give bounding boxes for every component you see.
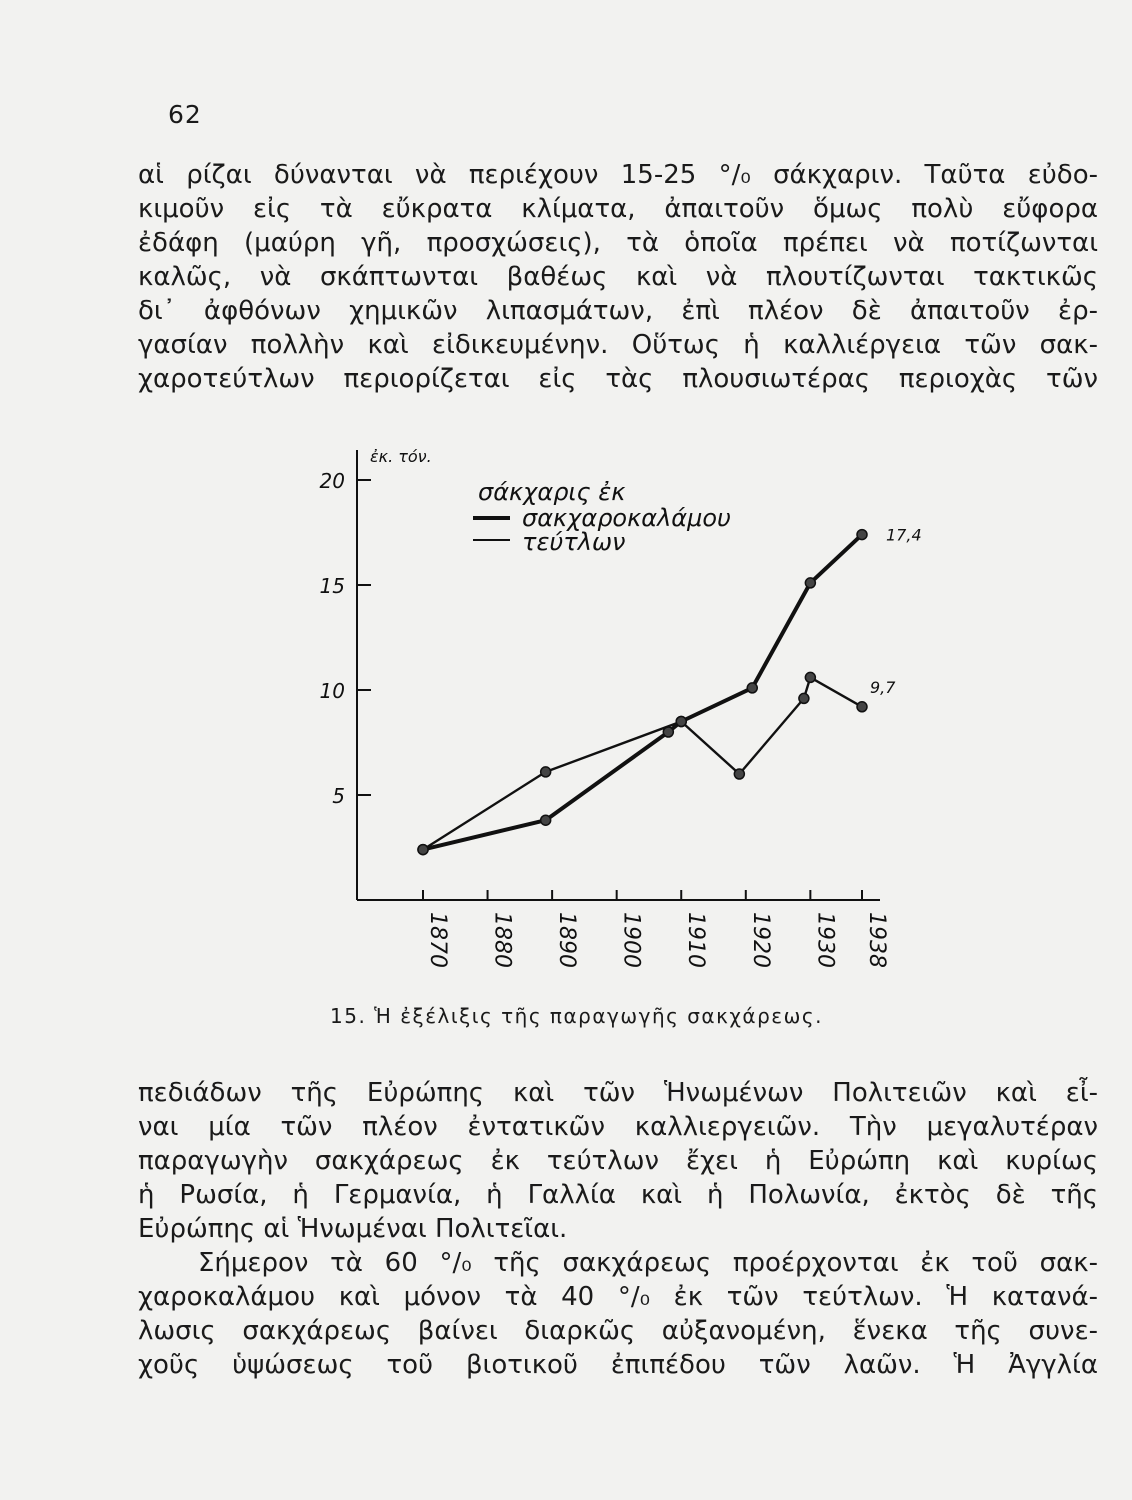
series-line-cane [423, 535, 862, 850]
text-line: κιμοῦν εἰς τὰ εὔκρατα κλίματα, ἀπαιτοῦν ὅμως πολὺ εὔφορα [138, 194, 1098, 224]
x-tick-label: 1870 [425, 912, 450, 968]
text-line: δι᾿ ἀφθόνων χημικῶν λιπασμάτων, ἐπὶ πλέον δὲ ἀπαιτοῦν ἐρ- [138, 296, 1098, 326]
text-line: χοῦς ὑψώσεως τοῦ βιοτικοῦ ἐπιπέδου τῶν λαῶν. Ἡ Ἀγγλία [138, 1350, 1098, 1380]
y-tick-label: 20 [319, 469, 345, 493]
text-line: χαροτεύτλων περιορίζεται εἰς τὰς πλουσιωτέρας περιοχὰς τῶν [138, 364, 1098, 394]
y-tick-label: 10 [319, 679, 345, 703]
figure-caption: 15. Ἡ ἐξέλιξις τῆς παραγωγῆς σακχάρεως. [330, 1004, 823, 1028]
data-point-beet [734, 769, 744, 779]
legend-label-cane: σακχαροκαλάμου [522, 504, 731, 532]
y-axis-label: ἐκ. τόν. [370, 447, 432, 466]
end-label-cane: 17,4 [886, 525, 922, 545]
y-tick-label: 15 [319, 574, 345, 598]
end-label-beet: 9,7 [870, 677, 896, 697]
text-line: πεδιάδων τῆς Εὐρώπης καὶ τῶν Ἡνωμένων Πολιτειῶν καὶ εἶ- [138, 1078, 1098, 1108]
data-point-beet [541, 767, 551, 777]
text-line: ναι μία τῶν πλέον ἐντατικῶν καλλιεργειῶν. Τὴν μεγαλυτέραν [138, 1112, 1098, 1142]
legend-label-beet: τεύτλων [522, 528, 626, 556]
x-tick-label: 1920 [747, 912, 773, 968]
bottom-paragraph [138, 1076, 1098, 1382]
data-point-cane [541, 815, 551, 825]
data-point-beet [799, 693, 809, 703]
x-tick-label: 1880 [489, 912, 515, 968]
data-point-cane [805, 578, 815, 588]
data-point-beet [418, 845, 428, 855]
text-line: ἐδάφη (μαύρη γῆ, προσχώσεις), τὰ ὁποῖα πρέπει νὰ ποτίζωνται [138, 228, 1098, 258]
x-tick-label: 1930 [812, 912, 838, 968]
text-line: αἱ ρίζαι δύνανται νὰ περιέχουν 15-25 °/₀ σάκχαριν. Ταῦτα εὐδο- [138, 160, 1098, 190]
series-line-beet [423, 677, 862, 849]
x-tick-label: 1938 [864, 912, 889, 968]
data-point-cane [747, 683, 757, 693]
text-line: λωσις σακχάρεως βαίνει διαρκῶς αὐξανομένη, ἕνεκα τῆς συνε- [138, 1316, 1098, 1346]
text-line: ἡ Ρωσία, ἡ Γερμανία, ἡ Γαλλία καὶ ἡ Πολωνία, ἐκτὸς δὲ τῆς [138, 1180, 1098, 1210]
data-point-beet [676, 717, 686, 727]
text-line: χαροκαλάμου καὶ μόνον τὰ 40 °/₀ ἐκ τῶν τεύτλων. Ἡ κατανά- [138, 1282, 1098, 1312]
page-number: 62 [168, 100, 202, 129]
y-tick-label: 5 [332, 784, 345, 808]
text-line: γασίαν πολλὴν καὶ εἰδικευμένην. Οὕτως ἡ καλλιέργεια τῶν σακ- [138, 330, 1098, 360]
text-line: καλῶς, νὰ σκάπτωνται βαθέως καὶ νὰ πλουτίζωνται τακτικῶς [138, 262, 1098, 292]
x-tick-label: 1910 [683, 912, 709, 968]
text-line: παραγωγὴν σακχάρεως ἐκ τεύτλων ἔχει ἡ Εὐρώπη καὶ κυρίως [138, 1146, 1098, 1176]
data-point-beet [857, 702, 867, 712]
data-point-cane [857, 530, 867, 540]
x-tick-label: 1890 [554, 912, 580, 968]
x-tick-label: 1900 [618, 912, 644, 968]
text-line: Σήμερον τὰ 60 °/₀ τῆς σακχάρεως προέρχονται ἐκ τοῦ σακ- [198, 1248, 1098, 1278]
legend-title: σάκχαρις ἐκ [478, 478, 626, 506]
text-line: Εὐρώπης αἱ Ἡνωμέναι Πολιτεῖαι. [138, 1214, 568, 1244]
data-point-beet [805, 672, 815, 682]
